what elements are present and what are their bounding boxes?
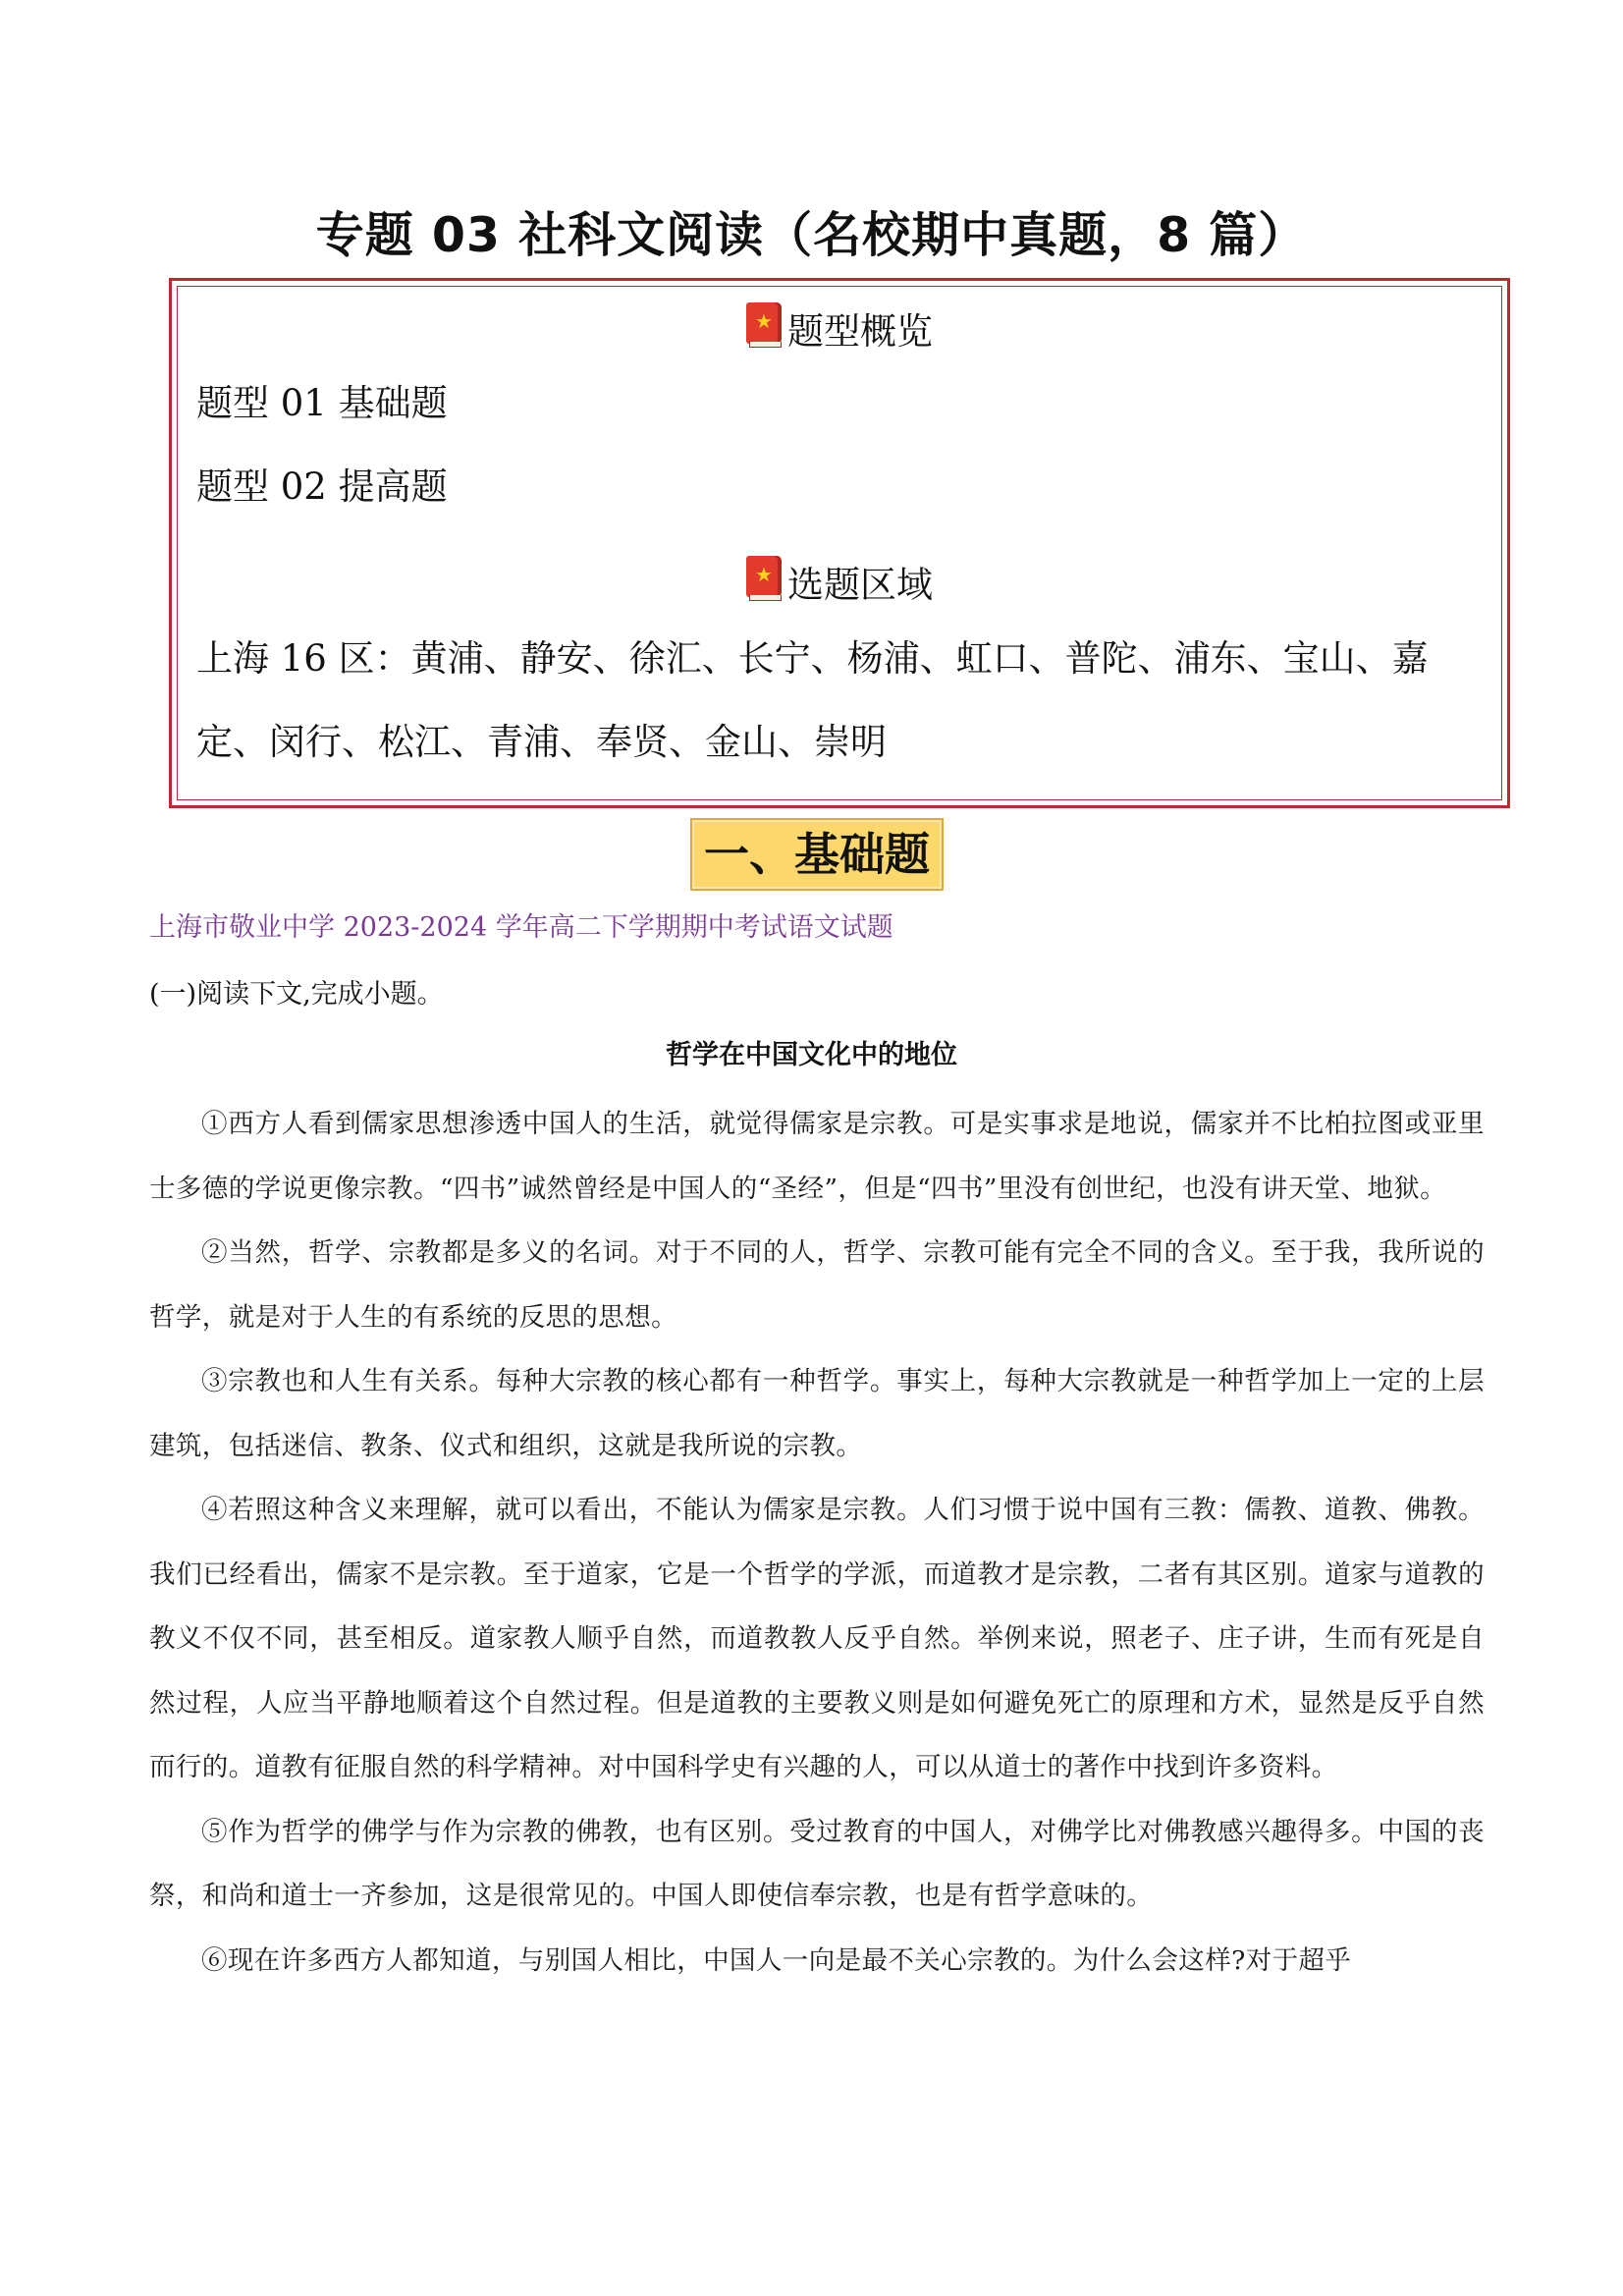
article-title: 哲学在中国文化中的地位 (666, 1040, 957, 1070)
book-star-icon: ★ (746, 302, 782, 348)
question-type-01: 题型 01 基础题 (196, 382, 448, 424)
question-source: 上海市敬业中学 2023-2024 学年高二下学期期中考试语文试题 (149, 912, 893, 943)
overview-heading-text: 题型概览 (787, 310, 933, 353)
overview-box (169, 278, 1510, 808)
question-type-02: 题型 02 提高题 (196, 465, 448, 508)
article-paragraph: ④若照这种含义来理解，就可以看出，不能认为儒家是宗教。人们习惯于说中国有三教：儒教、道教、佛教。我们已经看出，儒家不是宗教。至于道家，它是一个哲学的学派，而道教才是宗教，二者有其区别。道家与道教的教义不仅不同，甚至相反。道家教人顺乎自然，而道教教人反乎自然。举例来说，照老子、庄子讲，生而有死是自然过程，人应当平静地顺着这个自然过程。但是道教的主要教义则是如何避免死亡的原理和方术，显然是反乎自然而行的。道教有征服自然的科学精神。对中国科学史有兴趣的人，可以从道士的著作中找到许多资料。 (149, 1495, 1485, 1782)
article-paragraph: ①西方人看到儒家思想渗透中国人的生活，就觉得儒家是宗教。可是实事求是地说，儒家并不比柏拉图或亚里士多德的学说更像宗教。“四书”诚然曾经是中国人的“圣经”，但是“四书”里没有创世纪，也没有讲天堂、地狱。 (149, 1109, 1485, 1204)
region-heading (172, 556, 1507, 610)
book-star-icon: ★ (746, 556, 782, 601)
region-heading-text: 选题区域 (787, 564, 933, 606)
article-paragraph: ③宗教也和人生有关系。每种大宗教的核心都有一种哲学。事实上，每种大宗教就是一种哲学加上一定的上层建筑，包括迷信、教条、仪式和组织，这就是我所说的宗教。 (149, 1366, 1485, 1461)
page-title: 专题 03 社科文阅读（名校期中真题，8 篇） (315, 207, 1308, 263)
reading-instruction: (一)阅读下文,完成小题。 (149, 979, 444, 1010)
region-list-line-1: 上海 16 区：黄浦、静安、徐汇、长宁、杨浦、虹口、普陀、浦东、宝山、嘉 (196, 637, 1429, 680)
overview-heading (172, 302, 1507, 356)
section-banner: 一、基础题 (690, 818, 944, 891)
article-paragraph: ⑥现在许多西方人都知道，与别国人相比，中国人一向是最不关心宗教的。为什么会这样?对于超乎 (201, 1944, 1352, 1976)
article-paragraph: ⑤作为哲学的佛学与作为宗教的佛教，也有区别。受过教育的中国人，对佛学比对佛教感兴趣得多。中国的丧祭，和尚和道士一齐参加，这是很常见的。中国人即使信奉宗教，也是有哲学意味的。 (149, 1816, 1485, 1911)
article-body (149, 1092, 1485, 1993)
article-paragraph: ②当然，哲学、宗教都是多义的名词。对于不同的人，哲学、宗教可能有完全不同的含义。至于我，我所说的哲学，就是对于人生的有系统的反思的思想。 (149, 1237, 1485, 1333)
region-list-line-2: 定、闵行、松江、青浦、奉贤、金山、崇明 (196, 721, 887, 763)
